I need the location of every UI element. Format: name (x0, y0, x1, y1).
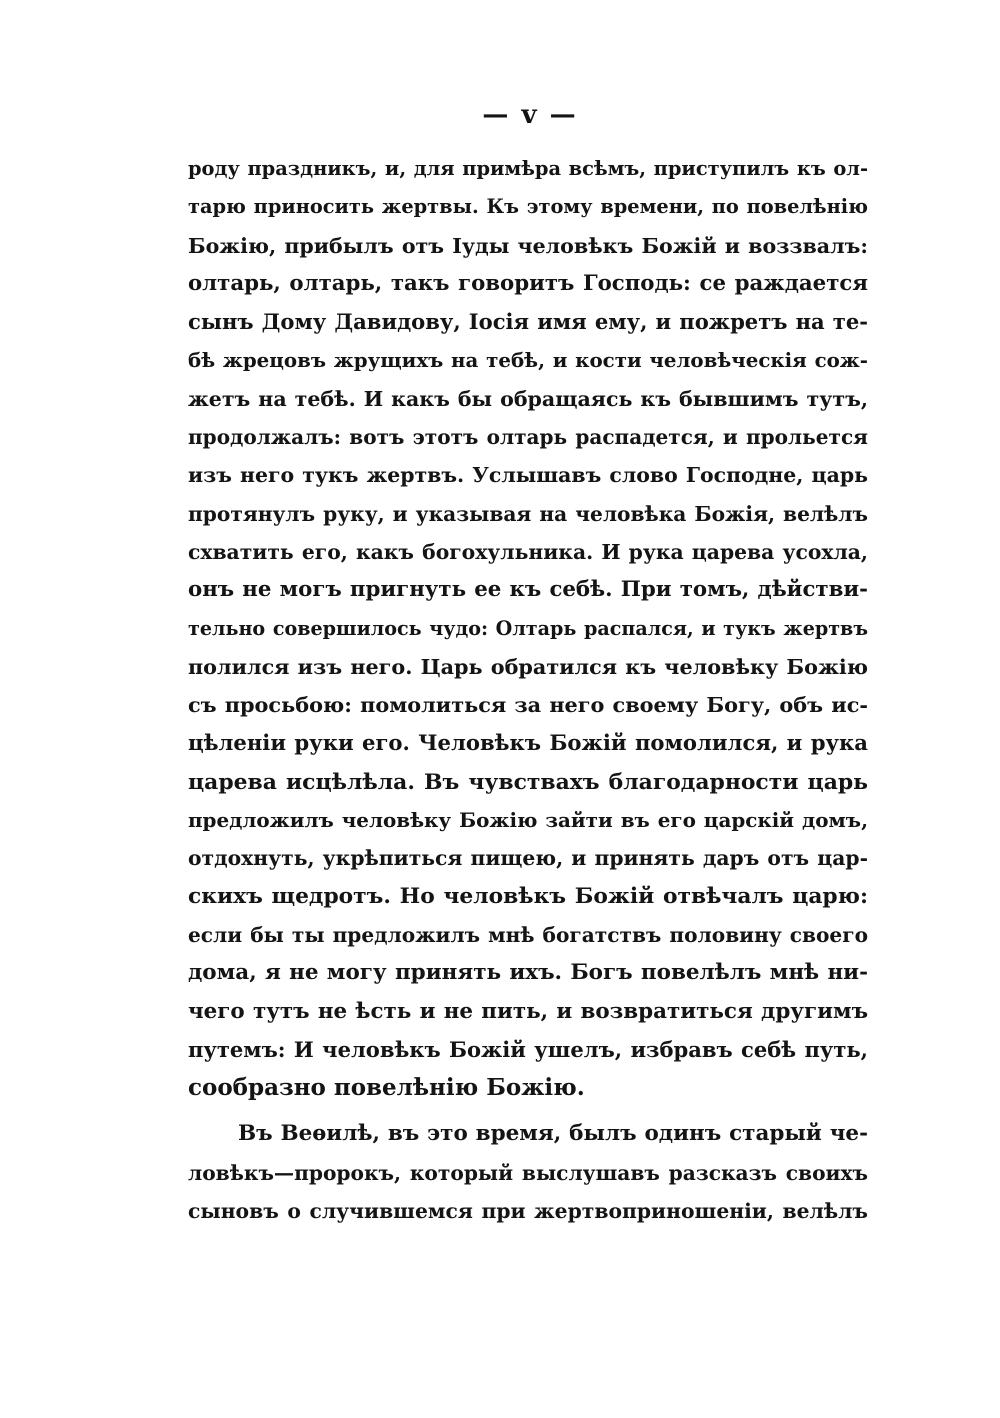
body-text (188, 150, 868, 1230)
text-line: Божію, прибылъ отъ Іуды человѣкъ Божій и воззвалъ: (188, 233, 868, 258)
text-line: путемъ: И человѣкъ Божій ушелъ, избравъ себѣ путь, (188, 1036, 868, 1062)
text-line: бѣ жрецовъ жрущихъ на тебѣ, и кости человѣческія сож- (188, 348, 868, 373)
text-line: Въ Веѳилѣ, въ это время, былъ одинъ старый че- (238, 1121, 868, 1147)
text-line: тельно совершилось чудо: Олтарь распался, и тукъ жертвъ (188, 616, 868, 640)
text-line: если бы ты предложилъ мнѣ богатствъ половину своего (188, 922, 868, 947)
text-line: протянулъ руку, и указывая на человѣка Божія, велѣлъ (188, 501, 868, 526)
page-number: — v — (482, 100, 578, 130)
text-line: онъ не могъ пригнуть ее къ себѣ. При томъ, дѣйстви- (188, 577, 868, 603)
text-line: отдохнуть, укрѣпиться пищею, и принять даръ отъ цар- (188, 846, 868, 871)
text-line: олтарь, олтарь, такъ говоритъ Господь: се раждается (188, 270, 868, 296)
text-line: сыновъ о случившемся при жертвоприношеніи, велѣлъ (188, 1199, 868, 1224)
text-line: тарю приносить жертвы. Къ этому времени, по повелѣнію (188, 195, 868, 219)
text-line: цѣленіи руки его. Человѣкъ Божій помолился, и рука (188, 730, 868, 756)
text-line: полился изъ него. Царь обратился къ человѣку Божію (188, 654, 868, 679)
paragraph-2 (188, 1115, 868, 1230)
text-line: роду праздникъ, и, для примѣра всѣмъ, приступилъ къ ол- (188, 157, 868, 180)
paragraph-gap (188, 1107, 868, 1115)
text-line: ловѣкъ—пророкъ, который выслушавъ разсказъ своихъ (188, 1160, 868, 1185)
text-line: изъ него тукъ жертвъ. Услышавъ слово Господне, царь (188, 463, 868, 488)
paragraph-1 (188, 150, 868, 1107)
text-line: дома, я не могу принять ихъ. Богъ повелѣлъ мнѣ ни- (188, 960, 868, 986)
text-line: чего тутъ не ѣсть и не пить, и возвратиться другимъ (188, 998, 868, 1024)
text-line: сообразно повелѣнію Божію. (188, 1074, 585, 1102)
text-line: скихъ щедротъ. Но человѣкъ Божій отвѣчалъ царю: (188, 883, 868, 909)
text-line: царева исцѣлѣла. Въ чувствахъ благодарности царь (188, 768, 868, 795)
text-line: продолжалъ: вотъ этотъ олтарь распадется, и прольется (188, 425, 868, 450)
text-line: предложилъ человѣку Божію зайти въ его царскій домъ, (188, 808, 868, 833)
text-line: схватить его, какъ богохульника. И рука царева усохла, (188, 539, 868, 564)
text-line: съ просьбою: помолиться за него своему Богу, объ ис- (188, 692, 868, 718)
text-line: жетъ на тебѣ. И какъ бы обращаясь къ бывшимъ тутъ, (188, 386, 868, 411)
text-line: сынъ Дому Давидову, Іосія имя ему, и пожретъ на те- (188, 309, 868, 335)
